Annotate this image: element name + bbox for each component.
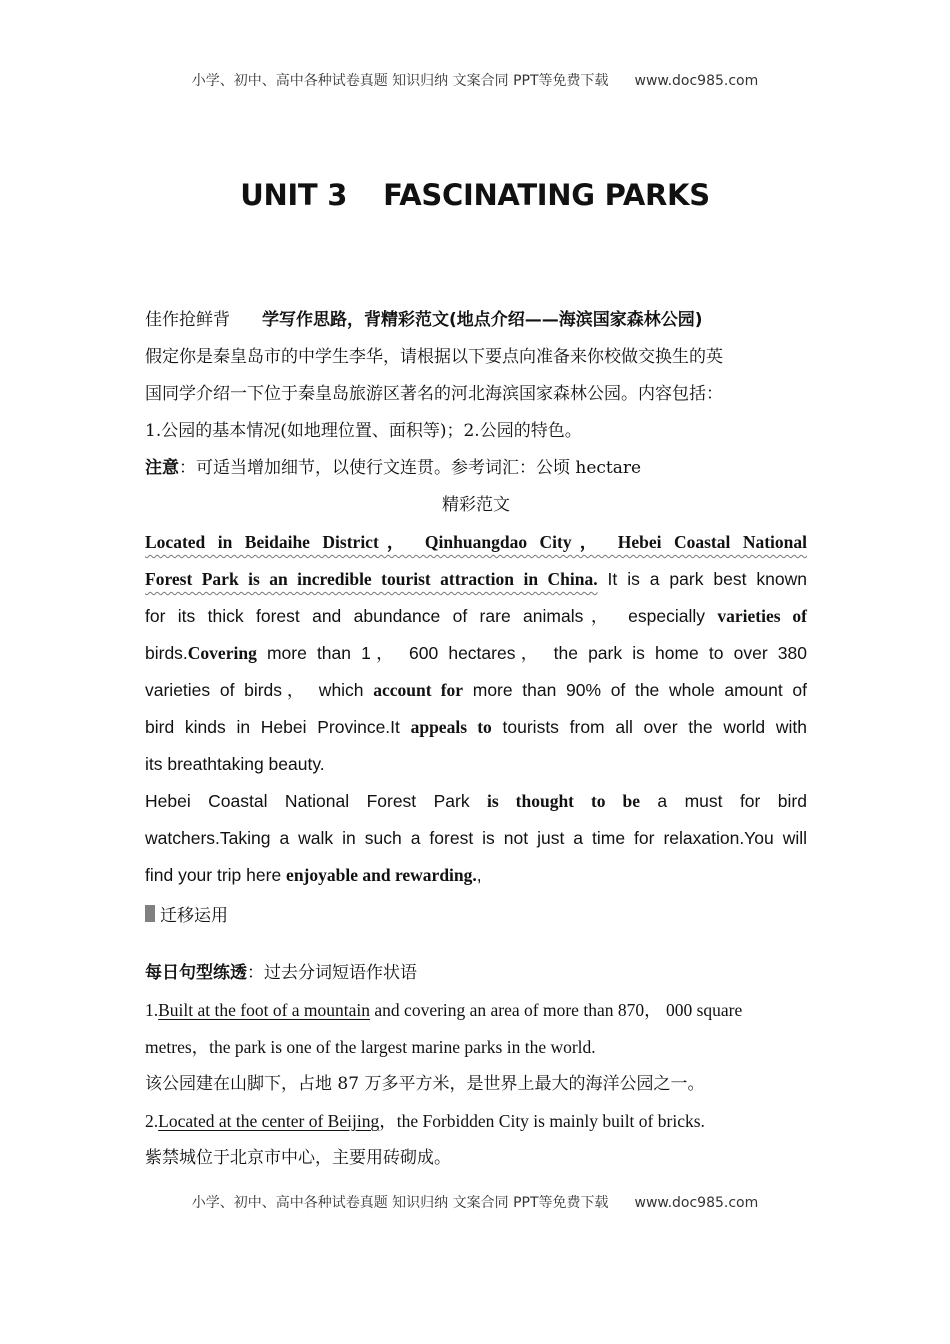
note-label: 注意 xyxy=(145,458,179,478)
header-url[interactable]: www.doc985.com xyxy=(634,73,759,89)
example-2-translation: 紫禁城位于北京市中心，主要用砖砌成。 xyxy=(145,1148,451,1168)
essay-text: It is a park best known xyxy=(597,569,807,589)
essay-line-1 xyxy=(145,524,807,561)
example-1-line-1 xyxy=(145,992,807,1029)
essay-title: 精彩范文 xyxy=(442,495,510,515)
essay-text: bird kinds in Hebei Province.It xyxy=(145,717,411,737)
page-footer xyxy=(0,1192,950,1212)
daily-text: ：过去分词短语作状语 xyxy=(247,963,417,983)
note-text: ：可适当增加细节，以使行文连贯。参考词汇：公顷 hectare xyxy=(179,458,642,478)
essay-keyphrase: varieties of xyxy=(717,606,808,626)
section-marker-icon xyxy=(145,905,155,922)
example-number: 1. xyxy=(145,1000,159,1020)
essay-line-10 xyxy=(145,857,807,894)
essay-keyphrase: enjoyable and rewarding. xyxy=(286,865,477,885)
example-underlined: Located at the center of Beijing xyxy=(158,1111,380,1131)
section2-label: 迁移运用 xyxy=(160,906,228,926)
essay-line-9 xyxy=(145,820,807,857)
example-underlined: Built at the foot of a mountain xyxy=(158,1000,371,1020)
daily-heading xyxy=(145,955,807,992)
essay-text: more than 1， 600 hectares， the park is home to over 380 xyxy=(256,643,807,663)
essay-text: find your trip here xyxy=(145,865,287,885)
essay-text: its breathtaking beauty. xyxy=(145,754,325,774)
footer-url[interactable]: www.doc985.com xyxy=(634,1195,759,1211)
essay-text: , xyxy=(476,865,482,885)
prompt-line-3: 1.公园的基本情况(如地理位置、面积等)；2.公园的特色。 xyxy=(145,421,582,441)
essay-text: tourists from all over the world with xyxy=(491,717,807,737)
essay-keyphrase: appeals to xyxy=(410,717,492,737)
header-text: 小学、初中、高中各种试卷真题 知识归纳 文案合同 PPT等免费下载 xyxy=(191,73,609,89)
prompt-note xyxy=(145,450,807,487)
example-1-translation: 该公园建在山脚下，占地 87 万多平方米，是世界上最大的海洋公园之一。 xyxy=(145,1074,705,1094)
essay-line-4 xyxy=(145,635,807,672)
essay-keyphrase: is thought to be xyxy=(487,791,640,811)
essay-text: watchers.Taking a walk in such a forest is not just a time for relaxation.You will xyxy=(145,828,807,848)
essay-text: Hebei Coastal National Forest Park xyxy=(145,791,488,811)
daily-label: 每日句型练透 xyxy=(145,963,247,983)
footer-text: 小学、初中、高中各种试卷真题 知识归纳 文案合同 PPT等免费下载 xyxy=(191,1195,609,1211)
prompt-line-1: 假定你是秦皇岛市的中学生李华，请根据以下要点向准备来你校做交换生的英 xyxy=(145,347,723,367)
page-header xyxy=(0,70,950,90)
essay-topic-sentence-b: Forest Park is an incredible tourist attraction in China. xyxy=(145,569,598,589)
essay-line-5 xyxy=(145,672,807,709)
section1-heading xyxy=(145,302,807,339)
title-name: FASCINATING PARKS xyxy=(383,178,710,212)
essay-line-3 xyxy=(145,598,807,635)
essay-text: for its thick forest and abundance of rare animals， especially xyxy=(145,606,718,626)
essay-text: more than 90% of the whole amount of xyxy=(463,680,807,700)
essay-text: a must for bird xyxy=(639,791,807,811)
essay-topic-sentence-a: Located in Beidaihe District， Qinhuangdao City， Hebei Coastal National xyxy=(145,532,807,552)
essay-text: birds. xyxy=(145,643,188,663)
example-text: ，the Forbidden City is mainly built of bricks. xyxy=(379,1111,705,1131)
title-unit: UNIT 3 xyxy=(240,178,348,212)
section1-subtitle: 学写作思路，背精彩范文(地点介绍——海滨国家森林公园) xyxy=(262,310,703,330)
section2-heading xyxy=(145,898,807,935)
essay-line-7 xyxy=(145,746,807,783)
essay-line-2 xyxy=(145,561,807,598)
essay-text: varieties of birds， which xyxy=(145,680,374,700)
example-1-line-2: metres，the park is one of the largest marine parks in the world. xyxy=(145,1037,596,1057)
example-number: 2. xyxy=(145,1111,159,1131)
example-2-line-1 xyxy=(145,1103,807,1140)
main-content xyxy=(145,302,807,1177)
essay-line-8 xyxy=(145,783,807,820)
prompt-line-2: 国同学介绍一下位于秦皇岛旅游区著名的河北海滨国家森林公园。内容包括： xyxy=(145,384,723,404)
section1-label: 佳作抢鲜背 xyxy=(145,310,230,330)
essay-line-6 xyxy=(145,709,807,746)
essay-keyphrase: Covering xyxy=(187,643,257,663)
page-title xyxy=(0,178,950,212)
example-text: and covering an area of more than 870， 000 square xyxy=(370,1000,743,1020)
essay-keyphrase: account for xyxy=(373,680,464,700)
